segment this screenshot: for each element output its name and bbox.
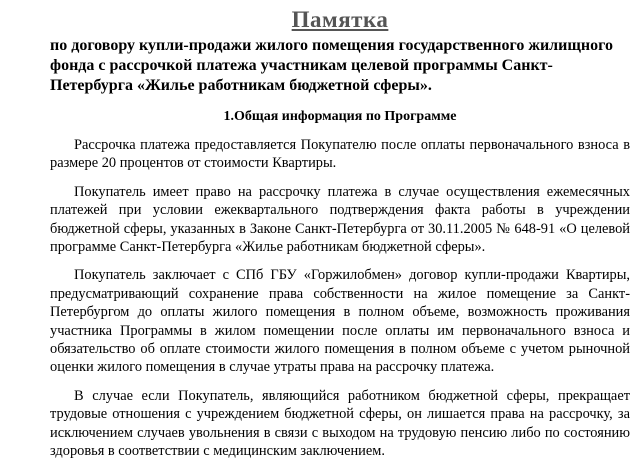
paragraph-termination: В случае если Покупатель, являющийся работником бюджетной сферы, прекращает трудовые отношения с учреждением бюджетной сферы, он лишается права на рассрочку, за исключением случаев увольнения в связи с выходом на трудовую пенсию либо по состоянию здоровья в соответствии с медицинским заключением. bbox=[50, 387, 630, 460]
paragraph-installment: Рассрочка платежа предоставляется Покупателю после оплаты первоначального взноса в размере 20 процентов от стоимости Квартиры. bbox=[50, 137, 630, 172]
paragraph-right-to-installment: Покупатель имеет право на рассрочку платежа в случае осуществления ежемесячных платежей при условии ежеквартального подтверждения факта работы в учреждении бюджетной сферы, указанных в Законе Санкт-Петербурга от 30.11.2005 № 648-91 «О целевой программе Санкт-Петербурга «Жилье работникам бюджетной сферы». bbox=[50, 183, 630, 256]
paragraph-contract: Покупатель заключает с СПб ГБУ «Горжилобмен» договор купли-продажи Квартиры, предусматривающий сохранение права собственности на жилое помещение за Санкт-Петербургом до оплаты жилого помещения в полном объеме, возможность проживания участника Программы в жилом помещении после оплаты им первоначального взноса и обязательство об оплате стоимости жилого помещения в полном объеме с учетом рыночной оценки жилого помещения в случае утраты права на рассрочку платежа. bbox=[50, 267, 630, 376]
document-title: Памятка bbox=[291, 7, 389, 32]
document-subtitle: по договору купли-продажи жилого помещения государственного жилищного фонда с рассрочкой платежа участникам целевой программы Санкт-Петербурга «Жилье работникам бюджетной сферы». bbox=[50, 37, 613, 94]
section-heading: 1.Общая информация по Программе bbox=[223, 109, 457, 124]
